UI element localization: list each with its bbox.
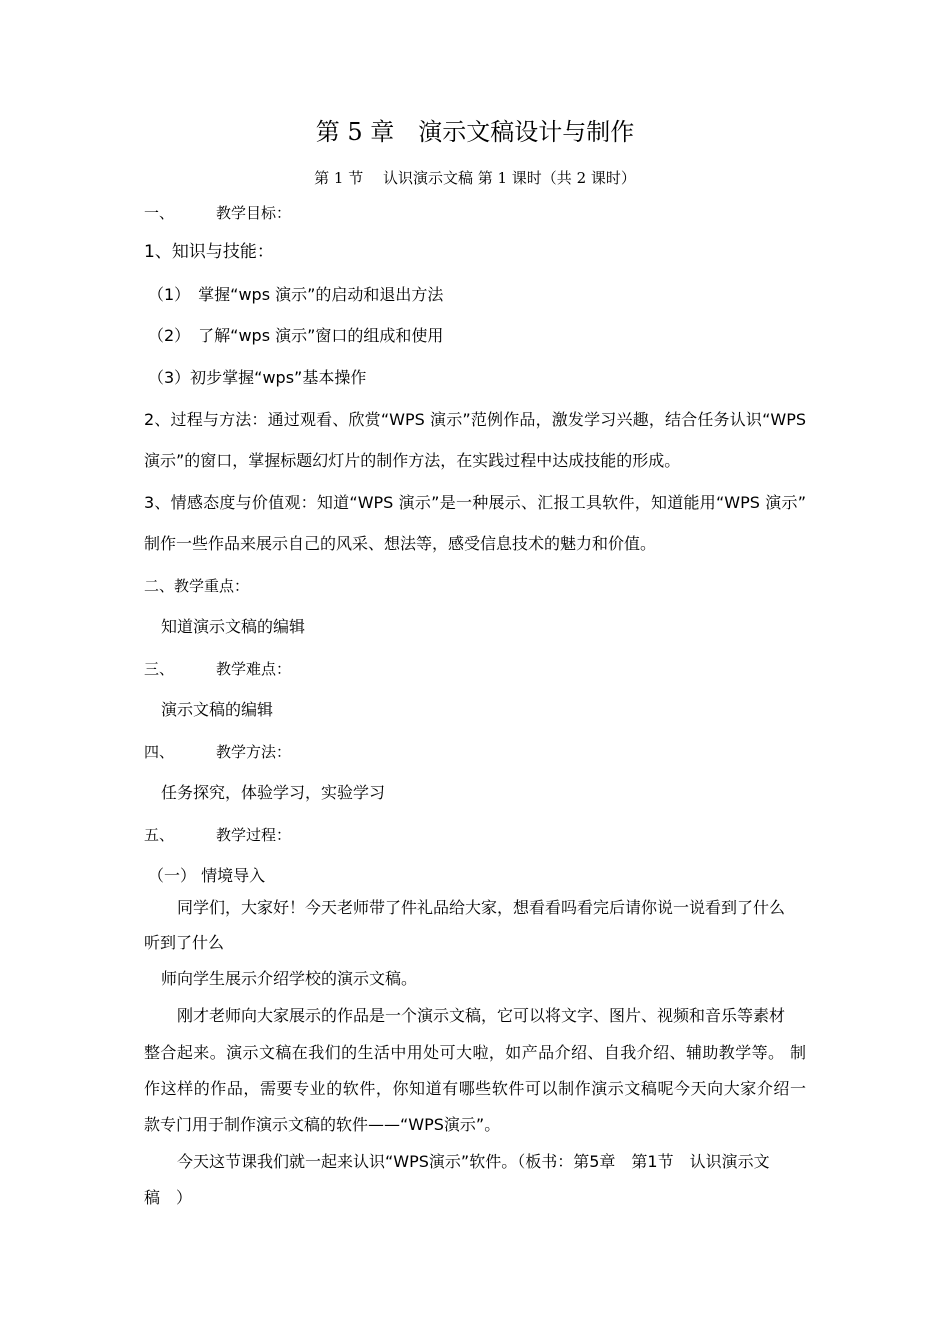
chapter-title: 第 5 章 演示文稿设计与制作 bbox=[315, 118, 635, 146]
paragraph-line: 款专门用于制作演示文稿的软件——“WPS演示”。 bbox=[144, 1115, 501, 1134]
section-difficulties-content: 演示文稿的编辑 bbox=[161, 700, 274, 719]
section-methods-content: 任务探究，体验学习，实验学习 bbox=[161, 783, 386, 802]
section-number: 一、 bbox=[144, 204, 175, 222]
paragraph-line: 作这样的作品，需要专业的软件，你知道有哪些软件可以制作演示文稿呢今天向大家介绍一 bbox=[144, 1079, 806, 1098]
section-process bbox=[144, 825, 291, 845]
section-label: 教学方法： bbox=[216, 743, 292, 761]
section-key-points-content: 知道演示文稿的编辑 bbox=[161, 617, 306, 636]
paragraph-line: 今天这节课我们就一起来认识“WPS演示”软件。（板书：第5章 第1节 认识演示文 bbox=[177, 1152, 770, 1171]
section-methods bbox=[144, 742, 291, 762]
goal-knowledge-item: （2） 了解“wps 演示”窗口的组成和使用 bbox=[148, 326, 444, 345]
section-label: 教学过程： bbox=[216, 826, 292, 844]
section-subtitle: 第 1 节 认识演示文稿 第 1 课时（共 2 课时） bbox=[314, 169, 636, 187]
section-label: 教学目标： bbox=[216, 204, 292, 222]
paragraph-line: 稿 ） bbox=[144, 1188, 193, 1207]
section-label: 教学难点： bbox=[216, 660, 292, 678]
paragraph-line: 同学们，大家好！今天老师带了件礼品给大家，想看看吗看完后请你说一说看到了什么 bbox=[177, 898, 786, 917]
paragraph-line: 师向学生展示介绍学校的演示文稿。 bbox=[161, 969, 418, 988]
goal-attitude-line: 制作一些作品来展示自己的风采、想法等，感受信息技术的魅力和价值。 bbox=[144, 534, 657, 553]
section-number: 四、 bbox=[144, 743, 175, 761]
goal-knowledge-item: （1） 掌握“wps 演示”的启动和退出方法 bbox=[148, 285, 444, 304]
goal-knowledge-item: （3）初步掌握“wps”基本操作 bbox=[148, 368, 367, 387]
goal-process-line: 演示”的窗口，掌握标题幻灯片的制作方法，在实践过程中达成技能的形成。 bbox=[144, 451, 681, 470]
section-key-points-heading: 二、教学重点： bbox=[144, 577, 250, 595]
section-number: 五、 bbox=[144, 826, 175, 844]
goal-knowledge-heading: 1、知识与技能： bbox=[144, 242, 274, 262]
section-teaching-goals bbox=[144, 203, 291, 223]
paragraph-line: 整合起来。演示文稿在我们的生活中用处可大啦，如产品介绍、自我介绍、辅助教学等。 制 bbox=[144, 1043, 806, 1062]
goal-process-line: 2、过程与方法：通过观看、欣赏“WPS 演示”范例作品，激发学习兴趣，结合任务认识“WPS bbox=[144, 410, 806, 429]
section-number: 三、 bbox=[144, 660, 175, 678]
paragraph-line: 听到了什么 bbox=[144, 933, 225, 952]
part-intro-heading: （一） 情境导入 bbox=[148, 866, 266, 885]
paragraph-line: 刚才老师向大家展示的作品是一个演示文稿，它可以将文字、图片、视频和音乐等素材 bbox=[177, 1006, 786, 1025]
goal-attitude-line: 3、情感态度与价值观：知道“WPS 演示”是一种展示、汇报工具软件，知道能用“WPS 演示” bbox=[144, 493, 806, 512]
section-difficulties bbox=[144, 659, 291, 679]
